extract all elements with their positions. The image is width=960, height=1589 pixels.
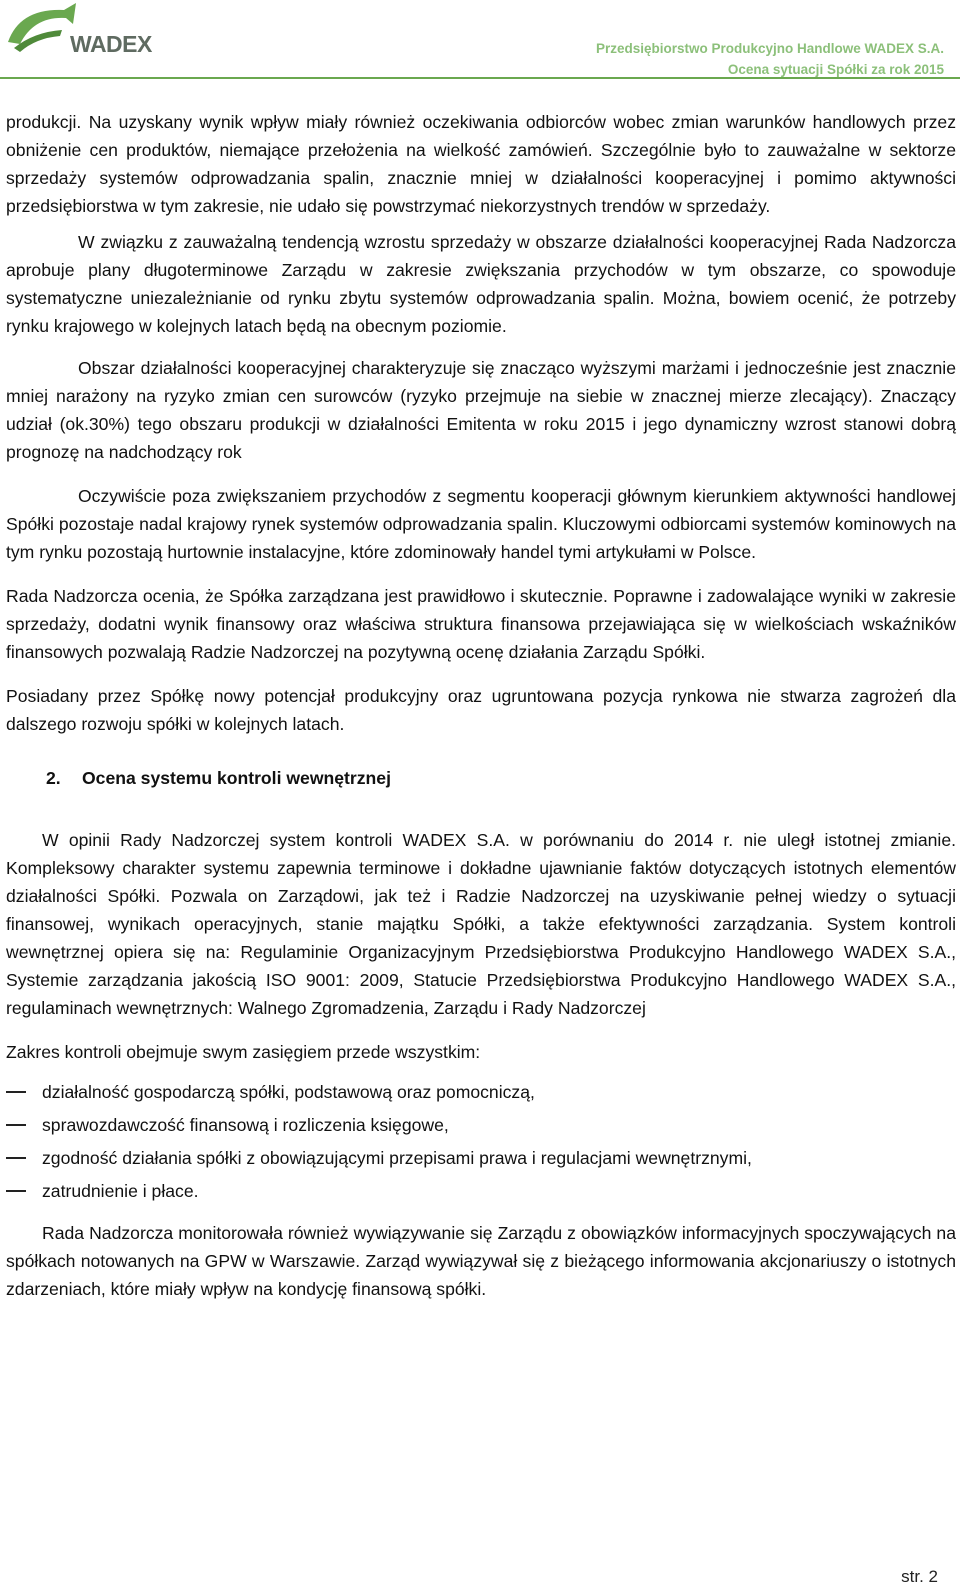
list-item: zgodność działania spółki z obowiązującymi przepisami prawa i regulacjami wewnętrznymi,: [6, 1144, 956, 1172]
dash-bullet-icon: [6, 1190, 26, 1192]
control-scope-list: [6, 1078, 956, 1205]
page-header: [0, 0, 960, 76]
paragraph-7: W opinii Rady Nadzorczej system kontroli WADEX S.A. w porównaniu do 2014 r. nie uległ istotnej zmianie. Kompleksowy charakter systemu zapewnia terminowe i dokładne ujawnianie faktów dotyczących istotnych elementów działalności Spółki. Pozwala on Zarządowi, jak też i Radzie Nadzorczej na uzyskiwanie pełnej wiedzy o sytuacji finansowej, wynikach operacyjnych, stanie majątku Spółki, a także efektywności zarządzania. System kontroli wewnętrznej opiera się na: Regulaminie Organizacyjnym Przedsiębiorstwa Produkcyjno Handlowego WADEX S.A., Systemie zarządzania jakością ISO 9001: 2009, Statucie Przedsiębiorstwa Produkcyjno Handlowego WADEX S.A., regulaminach wewnętrznych: Walnego Zgromadzenia, Zarządu i Rady Nadzorczej: [6, 830, 956, 1018]
section-heading: [46, 764, 956, 792]
paragraph-8: Zakres kontroli obejmuje swym zasięgiem przede wszystkim:: [6, 1042, 481, 1062]
header-divider: [0, 77, 960, 79]
list-item: działalność gospodarczą spółki, podstawową oraz pomocniczą,: [6, 1078, 956, 1106]
paragraph-2: W związku z zauważalną tendencją wzrostu sprzedaży w obszarze działalności kooperacyjnej Rada Nadzorcza aprobuje plany długoterminowe Zarządu w zakresie zwiększania przychodów w tym obszarze, co spowoduje systematyczne uniezależnianie od rynku zbytu systemów odprowadzania spalin. Można, bowiem ocenić, że potrzeby rynku krajowego w kolejnych latach będą na obecnym poziomie.: [6, 232, 956, 336]
list-item: zatrudnienie i płace.: [6, 1177, 956, 1205]
paragraph-1: produkcji. Na uzyskany wynik wpływ miały również oczekiwania odbiorców wobec zmian warunków handlowych przez obniżenie cen produktów, niemające przełożenia na wielkość zamówień. Szczególnie było to zauważalne w sektorze sprzedaży systemów odprowadzania spalin, znacznie mniej w działalności kooperacyjnej i pomimo aktywności przedsiębiorstwa w tym zakresie, nie udało się powstrzymać niekorzystnych trendów w sprzedaży.: [6, 112, 956, 216]
dash-bullet-icon: [6, 1124, 26, 1126]
page-number: str. 2: [901, 1567, 938, 1586]
dash-bullet-icon: [6, 1091, 26, 1093]
paragraph-5: Rada Nadzorcza ocenia, że Spółka zarządzana jest prawidłowo i skutecznie. Poprawne i zadowalające wyniki w zakresie sprzedaży, dodatni wynik finansowy oraz właściwa struktura finansowa przejawiająca się w wielkościach wskaźników finansowych pozwalają Radzie Nadzorczej na pozytywną ocenę działania Zarządu Spółki.: [6, 586, 956, 662]
section-number: 2.: [46, 768, 61, 788]
dash-bullet-icon: [6, 1157, 26, 1159]
wadex-logo: [6, 2, 156, 62]
document-body: [6, 108, 956, 1303]
svg-text:WADEX: WADEX: [70, 31, 152, 57]
paragraph-3: Obszar działalności kooperacyjnej charakteryzuje się znacząco wyższymi marżami i jednocześnie jest znacznie mniej narażony na ryzyko zmian cen surowców (ryzyko przejmuje na siebie w znacznej mierze zlecający). Znaczący udział (ok.30%) tego obszaru produkcji w działalności Emitenta w roku 2015 i jego dynamiczny wzrost stanowi dobrą prognozę na nadchodzący rok: [6, 358, 956, 462]
paragraph-9: Rada Nadzorcza monitorowała również wywiązywanie się Zarządu z obowiązków informacyjnych spoczywających na spółkach notowanych na GPW w Warszawie. Zarząd wywiązywał się z bieżącego informowania akcjonariuszy o istotnych zdarzeniach, które miały wpływ na kondycję finansową spółki.: [6, 1223, 956, 1299]
header-report-title: Ocena sytuacji Spółki za rok 2015: [727, 62, 944, 77]
section-title: Ocena systemu kontroli wewnętrznej: [82, 768, 391, 788]
header-company: Przedsiębiorstwo Produkcyjno Handlowe WADEX S.A.: [595, 41, 944, 56]
header-info: [596, 38, 944, 80]
paragraph-6: Posiadany przez Spółkę nowy potencjał produkcyjny oraz ugruntowana pozycja rynkowa nie stwarza zagrożeń dla dalszego rozwoju spółki w kolejnych latach.: [6, 686, 956, 734]
paragraph-4: Oczywiście poza zwiększaniem przychodów z segmentu kooperacji głównym kierunkiem aktywności handlowej Spółki pozostaje nadal krajowy rynek systemów odprowadzania spalin. Kluczowymi odbiorcami systemów kominowych na tym rynku pozostają hurtownie instalacyjne, które zdominowały handel tymi artykułami w Polsce.: [6, 486, 956, 562]
list-item: sprawozdawczość finansową i rozliczenia księgowe,: [6, 1111, 956, 1139]
